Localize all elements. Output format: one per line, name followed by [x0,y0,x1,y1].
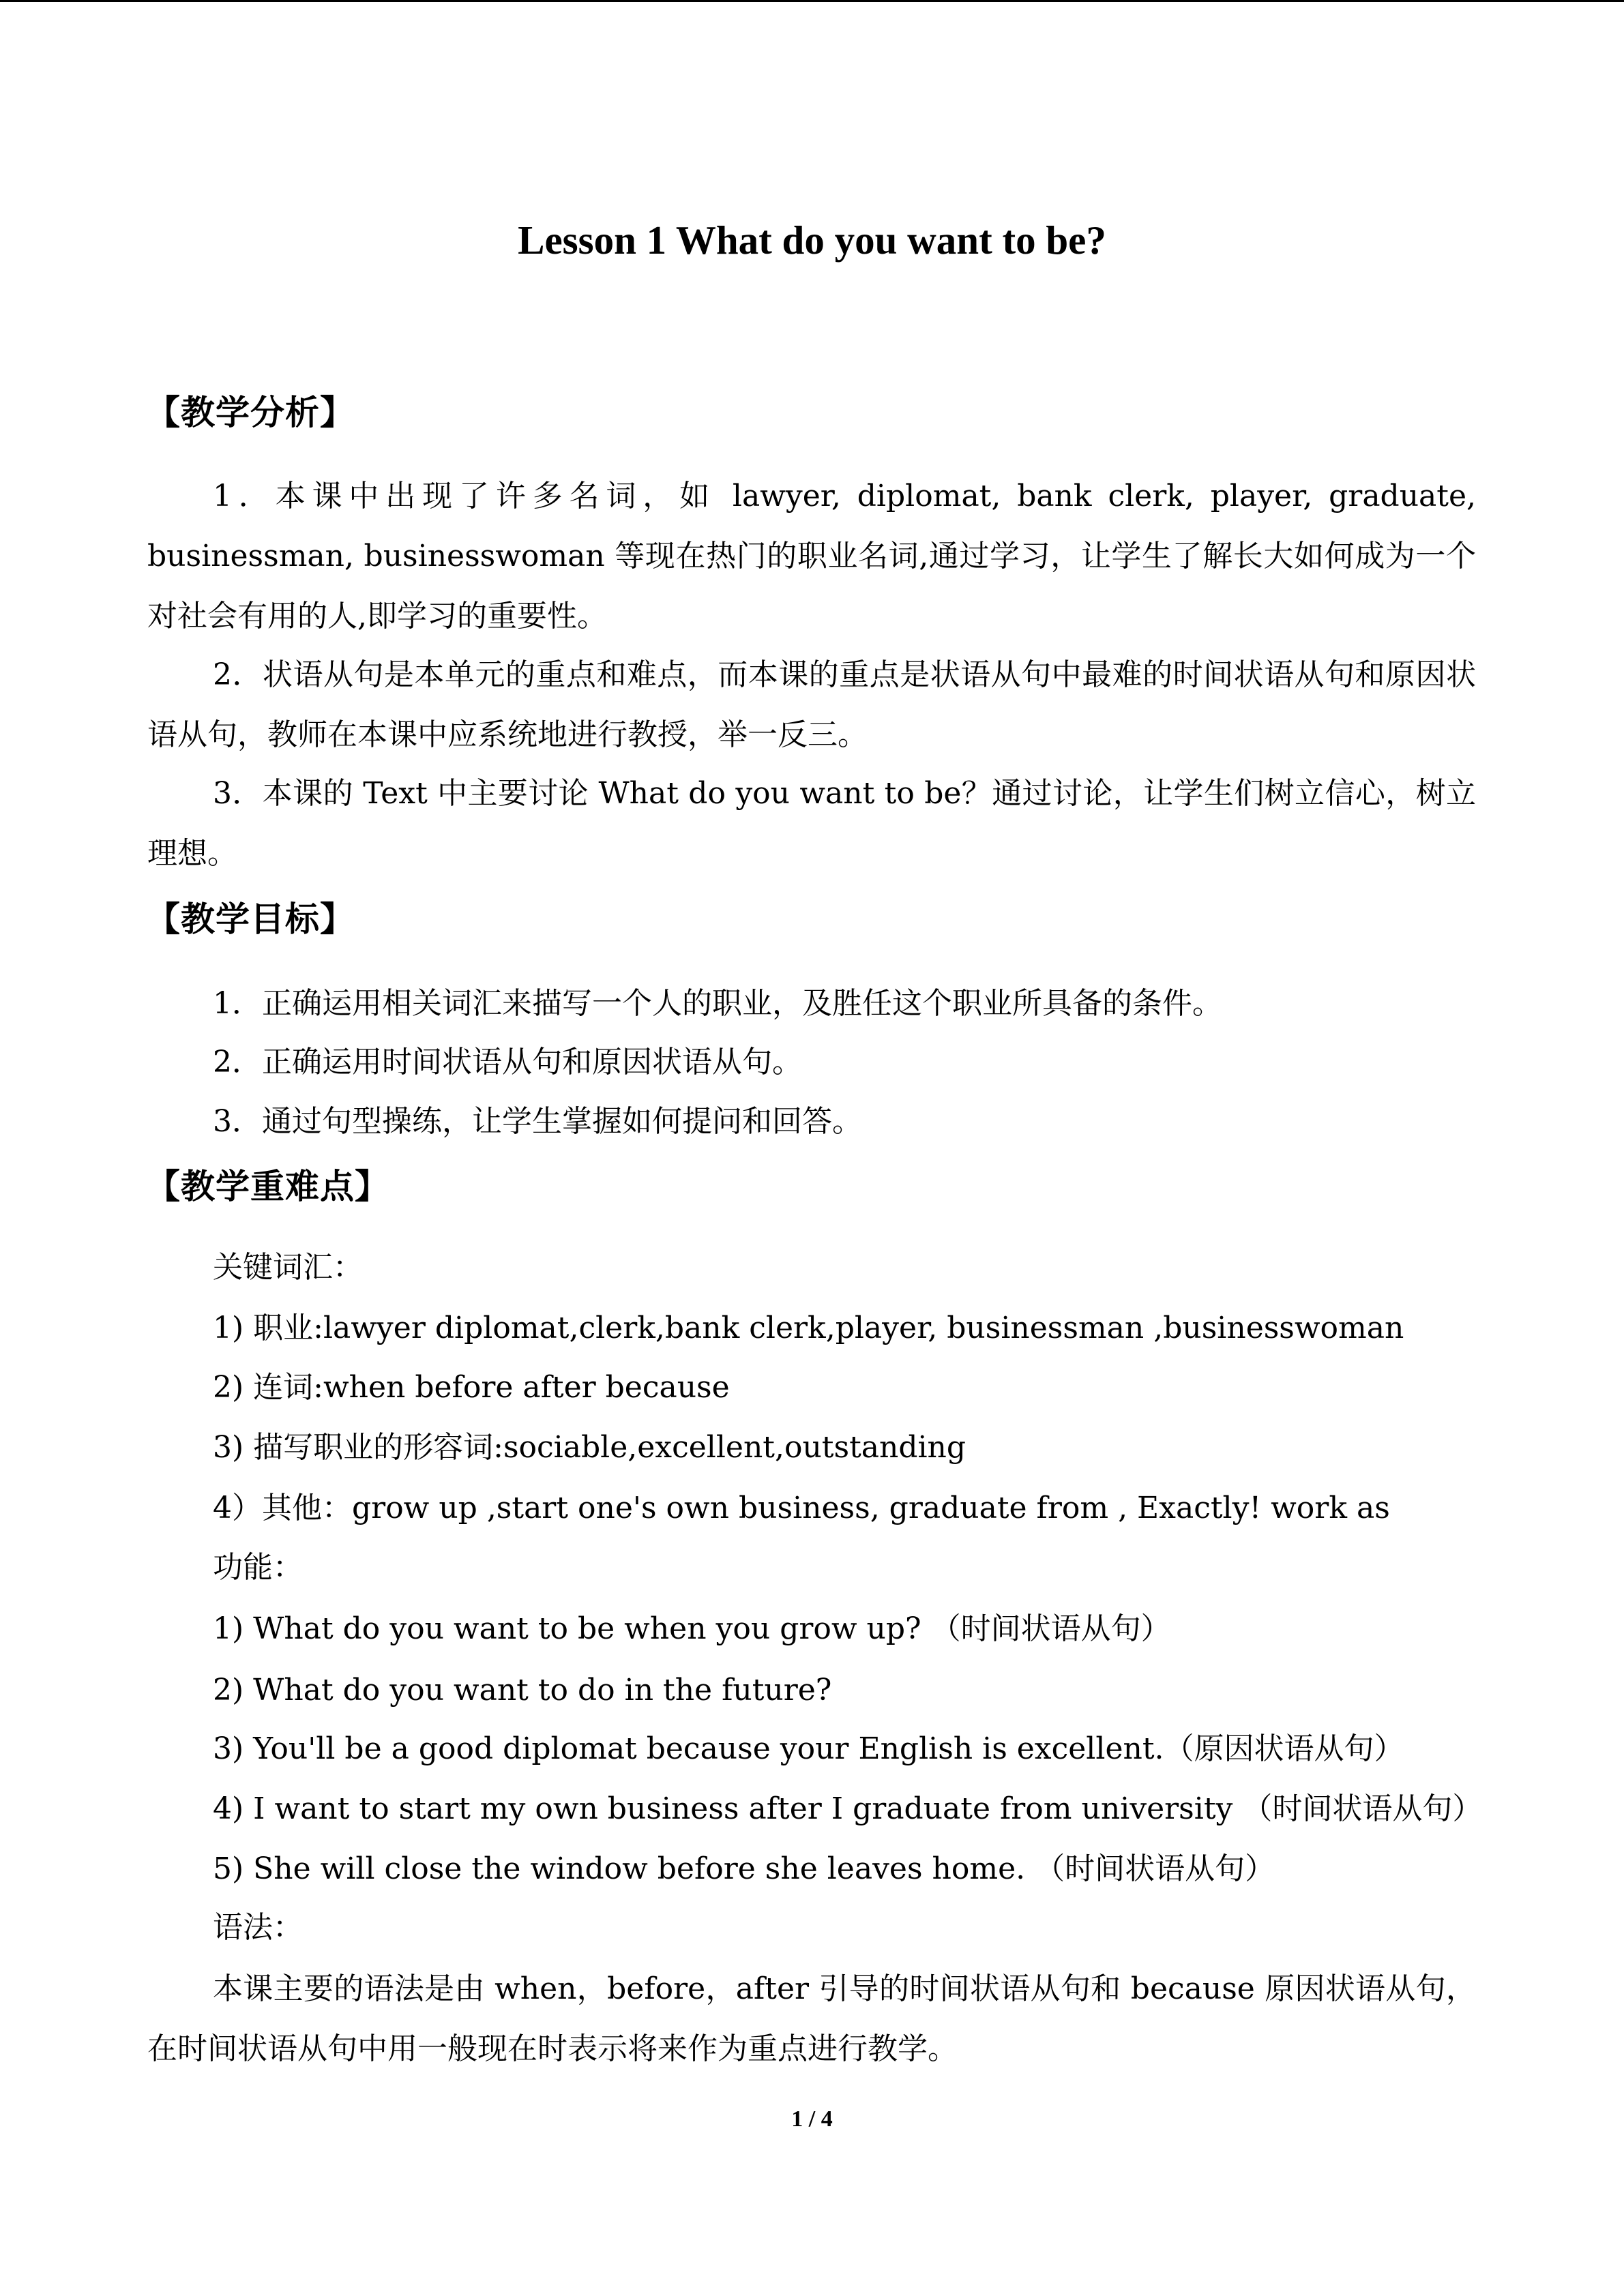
section-heading-goals: 【教学目标】 [146,899,355,939]
vocab-item-1: 1) 职业:lawyer diplomat,clerk,bank clerk,player, businessman ,businesswoman [213,1311,1404,1345]
vocab-label: 关键词汇： [213,1250,363,1285]
analysis-paragraph-3: 3．本课的 Text 中主要讨论 What do you want to be？通过讨论，让学生们树立信心，树立理想。 [147,776,1476,871]
vocab-item-2: 2) 连词:when before after because [213,1370,730,1405]
function-item-4: 4) I want to start my own business after I graduate from university （时间状语从句） [213,1791,1483,1826]
analysis-paragraph-1: 1．本课中出现了许多名词，如 lawyer, diplomat, bank clerk, player, graduate, businessman, businesswoman 等现在热门的职业名词,通过学习，让学生了解长大如何成为一个对社会有用的人,即学习的重要性。 [147,479,1476,633]
function-item-2: 2) What do you want to do in the future? [213,1673,832,1708]
vocab-item-3: 3) 描写职业的形容词:sociable,excellent,outstanding [213,1430,966,1465]
function-item-1: 1) What do you want to be when you grow up? （时间状语从句） [213,1611,1171,1646]
analysis-paragraph-2: 2．状语从句是本单元的重点和难点，而本课的重点是状语从句中最难的时间状语从句和原因状语从句，教师在本课中应系统地进行教授，举一反三。 [147,657,1476,752]
goal-item-3: 3．通过句型操练，让学生掌握如何提问和回答。 [213,1104,862,1139]
vocab-item-4: 4）其他：grow up ,start one's own business, graduate from , Exactly! work as [213,1491,1390,1525]
function-item-3: 3) You'll be a good diplomat because your English is excellent.（原因状语从句） [213,1731,1404,1766]
page-number: 1 / 4 [791,2106,833,2132]
section-heading-analysis: 【教学分析】 [146,393,355,432]
page-title: Lesson 1 What do you want to be? [518,218,1106,263]
function-item-5: 5) She will close the window before she leaves home. （时间状语从句） [213,1851,1275,1886]
grammar-label: 语法： [213,1910,303,1945]
grammar-paragraph: 本课主要的语法是由 when，before，after 引导的时间状语从句和 because 原因状语从句，在时间状语从句中用一般现在时表示将来作为重点进行教学。 [147,1971,1476,2066]
goal-item-1: 1．正确运用相关词汇来描写一个人的职业，及胜任这个职业所具备的条件。 [213,986,1222,1021]
section-heading-keypoints: 【教学重难点】 [146,1167,389,1206]
function-label: 功能： [213,1550,303,1585]
goal-item-2: 2．正确运用时间状语从句和原因状语从句。 [213,1045,802,1079]
